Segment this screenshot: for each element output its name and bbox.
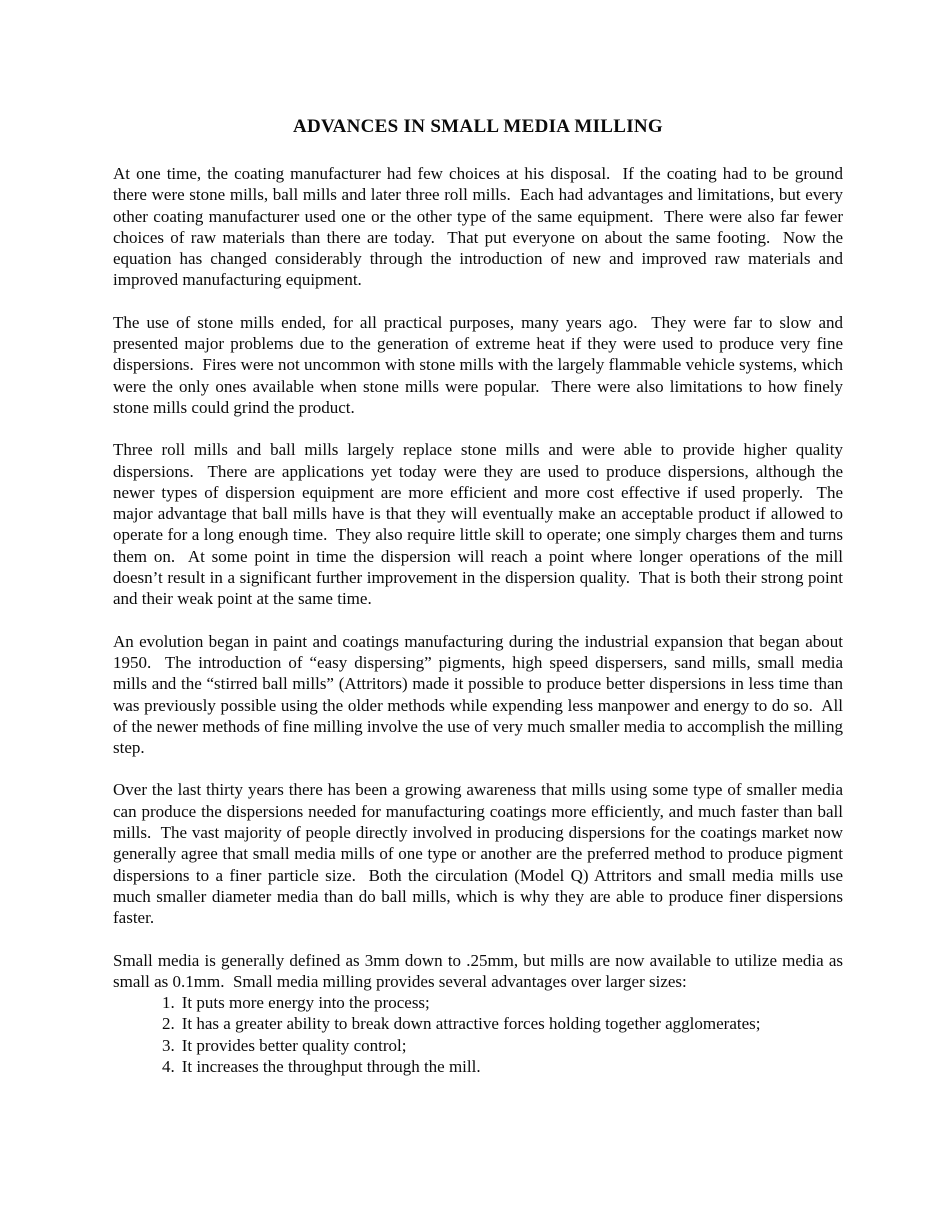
list-item-text: It provides better quality control; [181, 1035, 407, 1055]
paragraph-3: Three roll mills and ball mills largely replace stone mills and were able to provide higher quality dispersions. There are applications yet today were they are used to produce dispersions, although the newer types of dispersion equipment are more efficient and more cost effective if used properly. The major advantage that ball mills have is that they will eventually make an acceptable product if allowed to operate for a long enough time. They also require little skill to operate; one simply charges them and turns them on. At some point in time the dispersion will reach a point where longer operations of the mill doesn’t result in a significant further improvement in the dispersion quality. That is both their strong point and their weak point at the same time. [113, 440, 848, 609]
list-item-number: 3. [162, 1035, 175, 1055]
list-item-text: It puts more energy into the process; [181, 993, 430, 1013]
list-item-2 [162, 1013, 843, 1034]
list-item-text: It increases the throughput through the mill. [181, 1056, 481, 1076]
list-item-1 [162, 992, 843, 1013]
paragraph-2: The use of stone mills ended, for all practical purposes, many years ago. They were far to slow and presented major problems due to the generation of extreme heat if they were used to produce very fine dispersions. Fires were not uncommon with stone mills with the largely flammable vehicle systems, which were the only ones available when stone mills were popular. There were also limitations to how finely stone mills could grind the product. [113, 312, 848, 417]
list-item-3 [162, 1035, 843, 1056]
paragraph-5: Over the last thirty years there has been a growing awareness that mills using some type of smaller media can produce the dispersions needed for manufacturing coatings more efficiently, and much faster than ball mills. The vast majority of people directly involved in producing dispersions for the coatings market now generally agree that small media mills of one type or another are the preferred method to produce pigment dispersions to a finer particle size. Both the circulation (Model Q) Attritors and small media mills use much smaller diameter media than do ball mills, which is why they are able to produce finer dispersions faster. [113, 780, 848, 928]
advantages-numbered-list [113, 992, 843, 1077]
paragraph-6: Small media is generally defined as 3mm down to .25mm, but mills are now available to utilize media as small as 0.1mm. Small media milling provides several advantages over larger sizes: [113, 950, 848, 991]
list-item-number: 4. [162, 1056, 175, 1076]
document-title: ADVANCES IN SMALL MEDIA MILLING [292, 116, 663, 137]
paragraph-4: An evolution began in paint and coatings manufacturing during the industrial expansion that began about 1950. The introduction of “easy dispersing” pigments, high speed dispersers, sand mills, small media mills and the “stirred ball mills” (Attritors) made it possible to produce better dispersions in less time than was previously possible using the older methods while expending less manpower and energy to do so. All of the newer methods of fine milling involve the use of very much smaller media to accomplish the milling step. [113, 631, 848, 758]
list-item-text: It has a greater ability to break down attractive forces holding together agglomerates; [181, 1014, 761, 1034]
list-item-4 [162, 1056, 843, 1077]
paragraph-1: At one time, the coating manufacturer had few choices at his disposal. If the coating had to be ground there were stone mills, ball mills and later three roll mills. Each had advantages and limitations, but every other coating manufacturer used one or the other type of the same equipment. There were also far fewer choices of raw materials than there are today. That put everyone on about the same footing. Now the equation has changed considerably through the introduction of new and improved raw materials and improved manufacturing equipment. [113, 164, 848, 290]
list-item-number: 1. [162, 993, 175, 1013]
list-item-number: 2. [162, 1014, 175, 1034]
